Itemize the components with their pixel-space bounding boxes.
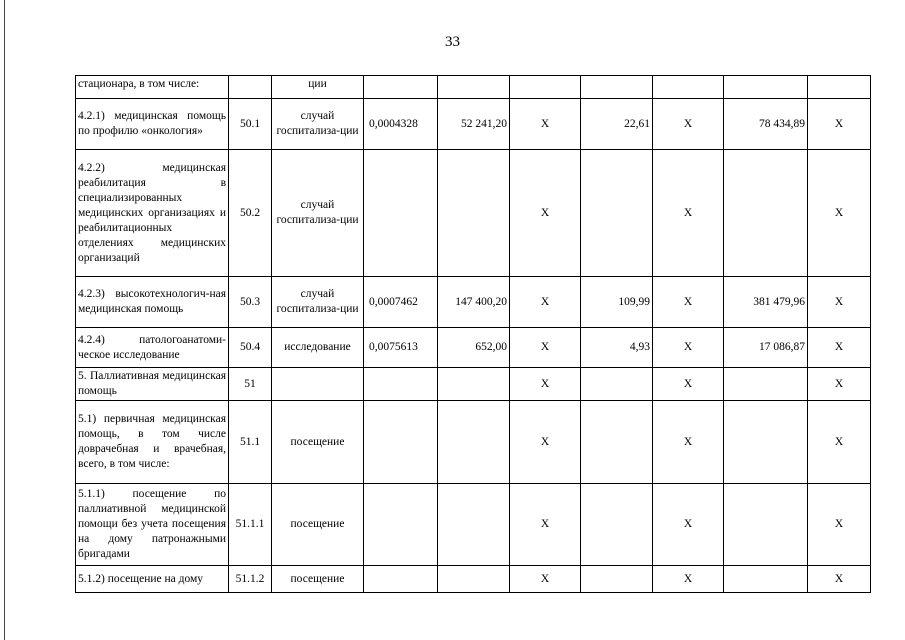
row-value-6: 78 434,89 [724, 99, 808, 150]
row-value-4: 22,61 [581, 99, 653, 150]
row-value-3: X [510, 566, 581, 593]
row-value-1: 0,0007462 [364, 277, 438, 328]
row-value-3: X [510, 277, 581, 328]
row-value-5: X [653, 328, 724, 368]
row-value-1: 0,0075613 [364, 328, 438, 368]
row-value-1 [364, 484, 438, 566]
row-value-6: 17 086,87 [724, 328, 808, 368]
table-row [76, 566, 871, 593]
row-code: 51.1.2 [229, 566, 272, 593]
row-value-1 [364, 566, 438, 593]
page-number: 33 [445, 34, 460, 50]
row-value-3: X [510, 328, 581, 368]
row-value-2 [438, 368, 510, 401]
row-unit: случай госпитализа-ции [272, 150, 364, 277]
row-value-2 [438, 566, 510, 593]
row-code: 50.2 [229, 150, 272, 277]
row-value-4: 109,99 [581, 277, 653, 328]
row-code: 50.3 [229, 277, 272, 328]
row-code: 51.1 [229, 401, 272, 484]
row-value-4 [581, 368, 653, 401]
row-value-7: X [808, 566, 871, 593]
row-value-2 [438, 150, 510, 277]
table-row [76, 277, 871, 328]
row-name: 4.2.1) медицинская помощь по профилю «онкология» [76, 99, 229, 150]
row-value-7: X [808, 328, 871, 368]
row-value-7: X [808, 150, 871, 277]
row-value-1 [364, 368, 438, 401]
row-value-3: X [510, 484, 581, 566]
row-unit: исследование [272, 328, 364, 368]
row-value-1: 0,0004328 [364, 99, 438, 150]
row-value-1 [364, 401, 438, 484]
row-unit: случай госпитализа-ции [272, 99, 364, 150]
row-value-1 [364, 76, 438, 99]
table-row [76, 76, 871, 99]
row-value-6 [724, 76, 808, 99]
row-value-4: 4,93 [581, 328, 653, 368]
row-value-4 [581, 484, 653, 566]
row-value-5: X [653, 566, 724, 593]
row-value-4 [581, 566, 653, 593]
row-name: 4.2.4) патологоанатоми-ческое исследование [76, 328, 229, 368]
row-value-5: X [653, 150, 724, 277]
row-value-2: 52 241,20 [438, 99, 510, 150]
row-value-6 [724, 566, 808, 593]
row-value-6 [724, 368, 808, 401]
row-unit: случай госпитализа-ции [272, 277, 364, 328]
row-value-2 [438, 484, 510, 566]
row-value-6 [724, 401, 808, 484]
row-name: 4.2.3) высокотехнологич-ная медицинская помощь [76, 277, 229, 328]
table-row [76, 150, 871, 277]
table-row [76, 401, 871, 484]
table-row [76, 99, 871, 150]
row-value-7: X [808, 484, 871, 566]
row-value-2 [438, 401, 510, 484]
data-table [75, 75, 871, 593]
row-value-6 [724, 484, 808, 566]
row-value-7: X [808, 368, 871, 401]
row-value-2 [438, 76, 510, 99]
row-name: 5.1.1) посещение по паллиативной медицинской помощи без учета посещения на дому патронажными бригадами [76, 484, 229, 566]
row-name: 4.2.2) медицинская реабилитация в специализированных медицинских организациях и реабилитационных отделениях медицинских организаций [76, 150, 229, 277]
row-value-7: X [808, 277, 871, 328]
row-unit: посещение [272, 566, 364, 593]
row-value-5: X [653, 368, 724, 401]
row-value-1 [364, 150, 438, 277]
row-value-3 [510, 76, 581, 99]
row-value-3: X [510, 368, 581, 401]
row-value-7 [808, 76, 871, 99]
row-code: 50.1 [229, 99, 272, 150]
row-name: 5.1.2) посещение на дому [76, 566, 229, 593]
row-code: 51 [229, 368, 272, 401]
row-code: 51.1.1 [229, 484, 272, 566]
row-unit: посещение [272, 401, 364, 484]
row-value-2: 147 400,20 [438, 277, 510, 328]
row-value-5: X [653, 99, 724, 150]
row-value-5: X [653, 401, 724, 484]
row-value-5: X [653, 484, 724, 566]
page-left-border [4, 0, 5, 640]
row-value-3: X [510, 401, 581, 484]
row-unit [272, 368, 364, 401]
row-code: 50.4 [229, 328, 272, 368]
table-row [76, 368, 871, 401]
row-value-4 [581, 76, 653, 99]
row-value-3: X [510, 99, 581, 150]
row-value-2: 652,00 [438, 328, 510, 368]
row-value-4 [581, 150, 653, 277]
table-row [76, 328, 871, 368]
row-value-6: 381 479,96 [724, 277, 808, 328]
row-value-6 [724, 150, 808, 277]
row-value-5: X [653, 277, 724, 328]
row-unit: ции [272, 76, 364, 99]
row-value-5 [653, 76, 724, 99]
row-unit: посещение [272, 484, 364, 566]
row-code [229, 76, 272, 99]
row-value-4 [581, 401, 653, 484]
row-name: 5.1) первичная медицинская помощь, в том числе доврачебная и врачебная, всего, в том числе: [76, 401, 229, 484]
table-row [76, 484, 871, 566]
row-value-7: X [808, 401, 871, 484]
row-name: стационара, в том числе: [76, 76, 229, 99]
row-value-3: X [510, 150, 581, 277]
row-value-7: X [808, 99, 871, 150]
row-name: 5. Паллиативная медицинская помощь [76, 368, 229, 401]
